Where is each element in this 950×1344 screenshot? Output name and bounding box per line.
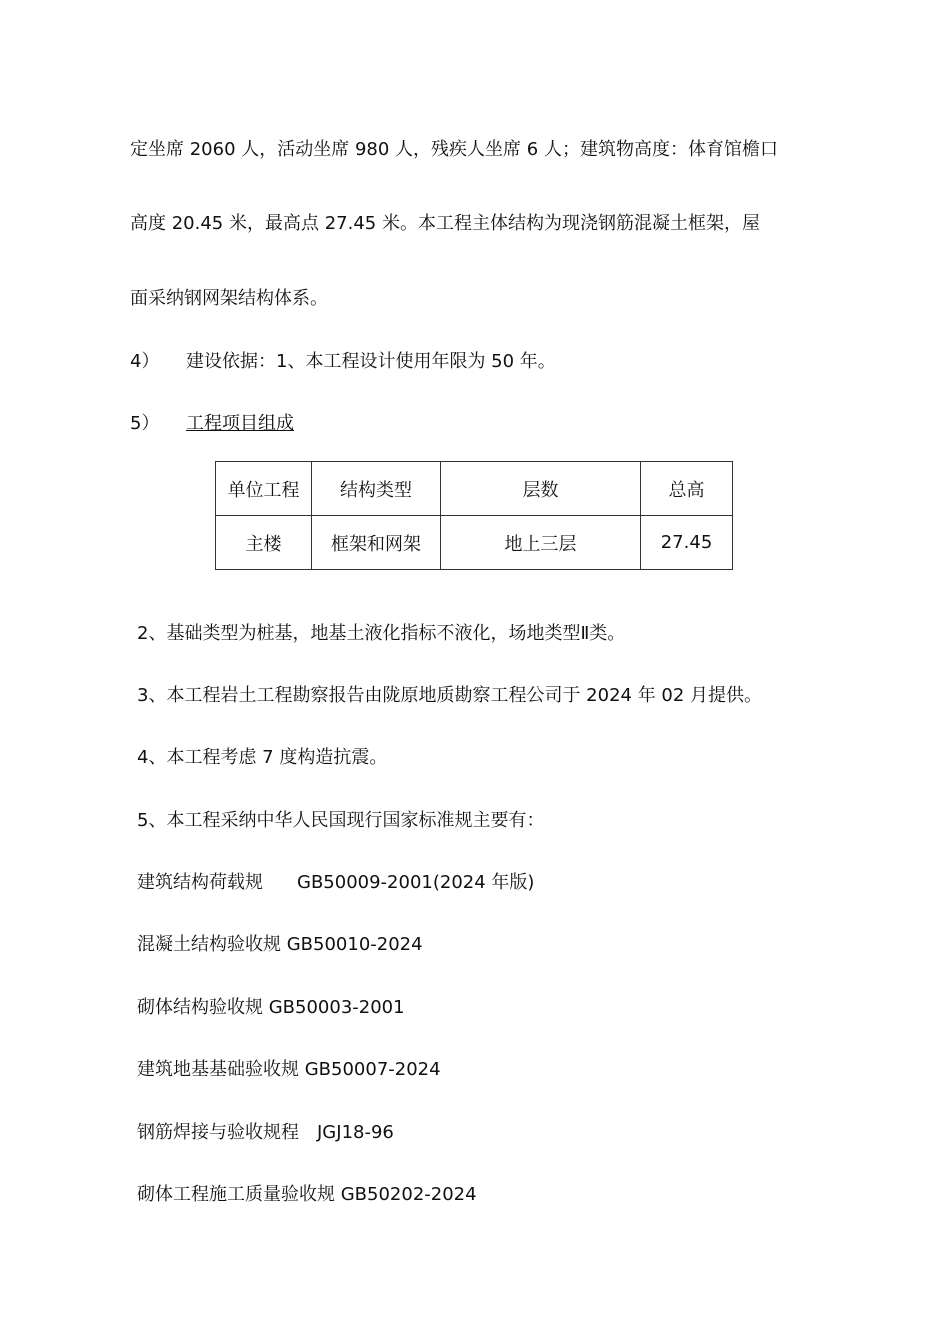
standard-6: 砌体工程施工质量验收规 GB50202-2024	[137, 1184, 477, 1205]
standard-2: 混凝土结构验收规 GB50010-2024	[137, 934, 423, 955]
table-header-cell: 总高	[641, 462, 733, 516]
paragraph-line-1: 定坐席 2060 人，活动坐席 980 人，残疾人坐席 6 人；建筑物高度：体育馆檐口	[130, 139, 778, 160]
table-row	[216, 516, 733, 570]
table-header-cell: 层数	[441, 462, 641, 516]
table-header-row	[216, 462, 733, 516]
paragraph-line-3: 面采纳钢网架结构体系。	[130, 288, 328, 309]
table-cell: 27.45	[641, 516, 733, 570]
standard-3: 砌体结构验收规 GB50003-2001	[137, 997, 405, 1018]
project-table	[215, 461, 733, 570]
note-4: 4、本工程考虑 7 度构造抗震。	[137, 747, 388, 768]
standard-1-name: 建筑结构荷载规	[137, 872, 263, 893]
table-cell: 地上三层	[441, 516, 641, 570]
standard-1-code: GB50009-2001(2024 年版)	[297, 872, 535, 893]
note-3: 3、本工程岩土工程勘察报告由陇原地质勘察工程公司于 2024 年 02 月提供。	[137, 685, 763, 706]
standard-1	[137, 871, 534, 895]
list-item-4-number: 4）	[130, 351, 160, 372]
standard-4: 建筑地基基础验收规 GB50007-2024	[137, 1059, 441, 1080]
standard-5: 钢筋焊接与验收规程 JGJ18-96	[137, 1122, 394, 1143]
table-header-cell: 单位工程	[216, 462, 312, 516]
note-5: 5、本工程采纳中华人民国现行国家标准规主要有：	[137, 810, 545, 831]
table-cell: 框架和网架	[312, 516, 441, 570]
list-item-4-text: 建设依据：1、本工程设计使用年限为 50 年。	[186, 351, 556, 372]
list-item-5-heading: 工程项目组成	[186, 413, 294, 434]
list-item-5	[130, 412, 294, 436]
table-cell: 主楼	[216, 516, 312, 570]
note-2: 2、基础类型为桩基，地基土液化指标不液化，场地类型Ⅱ类。	[137, 623, 626, 644]
table-header-cell: 结构类型	[312, 462, 441, 516]
list-item-5-number: 5）	[130, 413, 160, 434]
paragraph-line-2: 高度 20.45 米，最高点 27.45 米。本工程主体结构为现浇钢筋混凝土框架，屋	[130, 213, 760, 234]
list-item-4	[130, 350, 556, 374]
